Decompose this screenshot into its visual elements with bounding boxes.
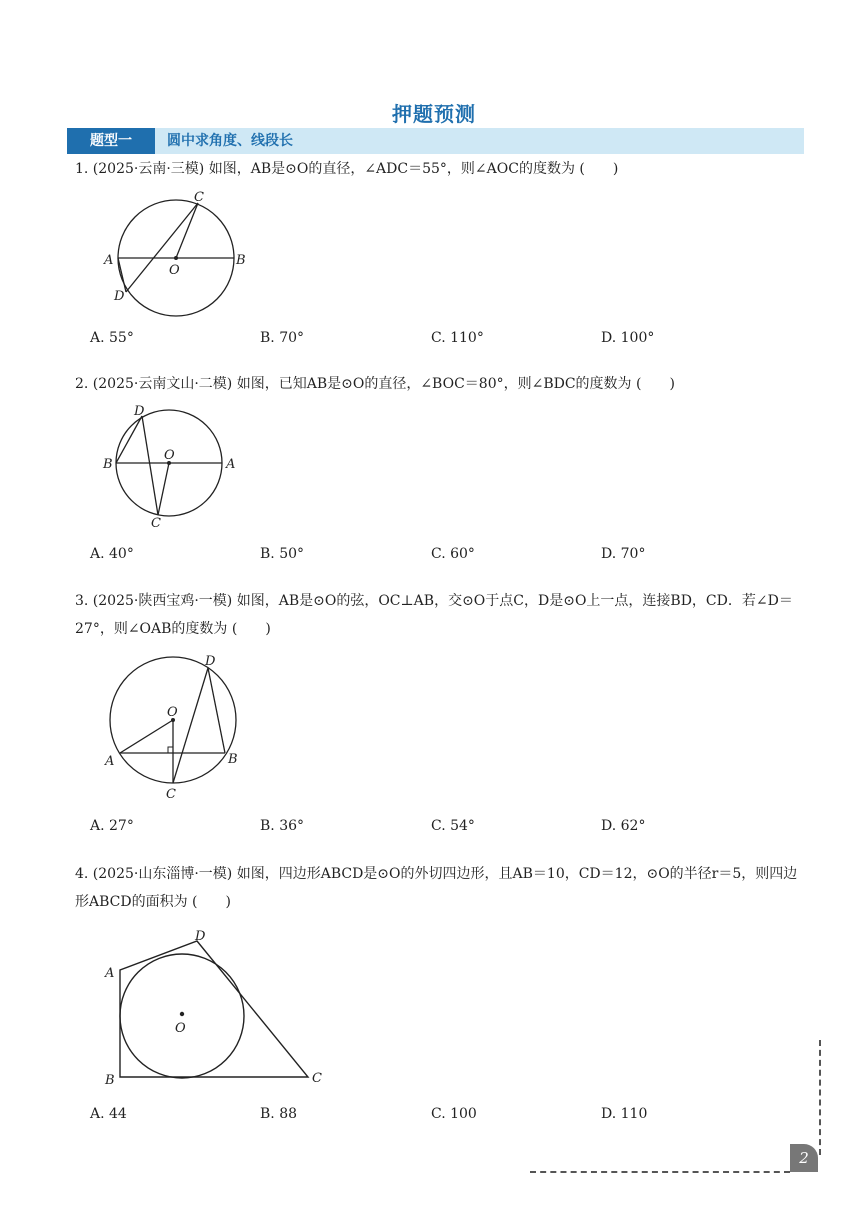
segment-oa xyxy=(120,720,173,753)
segment-cd xyxy=(173,668,208,783)
label-d: D xyxy=(205,654,216,669)
label-c: C xyxy=(151,516,161,531)
option-a[interactable]: A. 40° xyxy=(90,546,134,562)
option-d[interactable]: D. 100° xyxy=(601,330,655,346)
section-tag: 题型一 xyxy=(67,128,155,154)
question-4-options xyxy=(90,1106,810,1130)
label-d: D xyxy=(134,404,145,419)
label-b: B xyxy=(236,253,246,268)
option-a[interactable]: A. 44 xyxy=(90,1106,127,1122)
label-o: O xyxy=(167,705,178,720)
label-c: C xyxy=(166,787,176,802)
segment-dc xyxy=(126,203,198,292)
page-number: 2 xyxy=(790,1144,818,1172)
option-c[interactable]: C. 54° xyxy=(431,818,475,834)
quadrilateral-abcd xyxy=(120,941,308,1077)
question-3-figure xyxy=(100,648,260,808)
option-d[interactable]: D. 70° xyxy=(601,546,646,562)
segment-ad xyxy=(118,258,126,292)
option-c[interactable]: C. 100 xyxy=(431,1106,477,1122)
label-o: O xyxy=(169,263,180,278)
option-b[interactable]: B. 36° xyxy=(260,818,305,834)
label-o: O xyxy=(175,1021,186,1036)
question-1-figure xyxy=(100,188,260,318)
right-angle-mark xyxy=(168,747,173,753)
option-d[interactable]: D. 110 xyxy=(601,1106,648,1122)
question-1-options xyxy=(90,330,810,354)
question-3-text: 3. (2025·陕西宝鸡·一模) 如图，AB是⊙O的弦，OC⊥AB，交⊙O于点C，D是⊙O上一点，连接BD，CD．若∠D＝27°，则∠OAB的度数为 ( ) xyxy=(75,593,793,637)
segment-oc xyxy=(176,203,198,258)
question-2-figure xyxy=(100,403,250,533)
option-c[interactable]: C. 110° xyxy=(431,330,484,346)
label-a: A xyxy=(105,754,115,769)
label-b: B xyxy=(103,457,113,472)
center-dot xyxy=(180,1012,184,1016)
section-name: 圆中求角度、线段长 xyxy=(167,133,293,149)
label-d: D xyxy=(114,289,125,304)
option-c[interactable]: C. 60° xyxy=(431,546,475,562)
option-b[interactable]: B. 88 xyxy=(260,1106,298,1122)
label-o: O xyxy=(164,448,175,463)
label-b: B xyxy=(228,752,238,767)
section-header xyxy=(67,128,804,154)
question-4-figure xyxy=(100,920,340,1090)
option-a[interactable]: A. 27° xyxy=(90,818,134,834)
option-b[interactable]: B. 70° xyxy=(260,330,305,346)
option-b[interactable]: B. 50° xyxy=(260,546,305,562)
label-c: C xyxy=(312,1071,322,1086)
label-a: A xyxy=(105,966,115,981)
label-b: B xyxy=(105,1073,115,1088)
page-title: 押题预测 xyxy=(392,102,476,126)
question-3-options xyxy=(90,818,810,842)
label-a: A xyxy=(104,253,114,268)
center-dot xyxy=(174,256,178,260)
page-corner-border-horizontal xyxy=(530,1171,790,1173)
label-d: D xyxy=(195,929,206,944)
question-2-options xyxy=(90,546,810,570)
page-corner-border-vertical xyxy=(819,1040,821,1155)
option-a[interactable]: A. 55° xyxy=(90,330,134,346)
option-d[interactable]: D. 62° xyxy=(601,818,646,834)
segment-bd xyxy=(116,416,142,463)
question-1-text: 1. (2025·云南·三模) 如图，AB是⊙O的直径，∠ADC＝55°，则∠AOC的度数为 ( ) xyxy=(75,161,619,177)
label-c: C xyxy=(194,190,204,205)
segment-oc xyxy=(158,463,169,515)
segment-dc xyxy=(142,416,158,515)
question-4-text: 4. (2025·山东淄博·一模) 如图，四边形ABCD是⊙O的外切四边形，且AB＝10，CD＝12，⊙O的半径r＝5，则四边形ABCD的面积为 ( ) xyxy=(75,866,798,910)
label-a: A xyxy=(226,457,236,472)
question-2-text: 2. (2025·云南文山·二模) 如图，已知AB是⊙O的直径，∠BOC＝80°，则∠BDC的度数为 ( ) xyxy=(75,376,675,392)
